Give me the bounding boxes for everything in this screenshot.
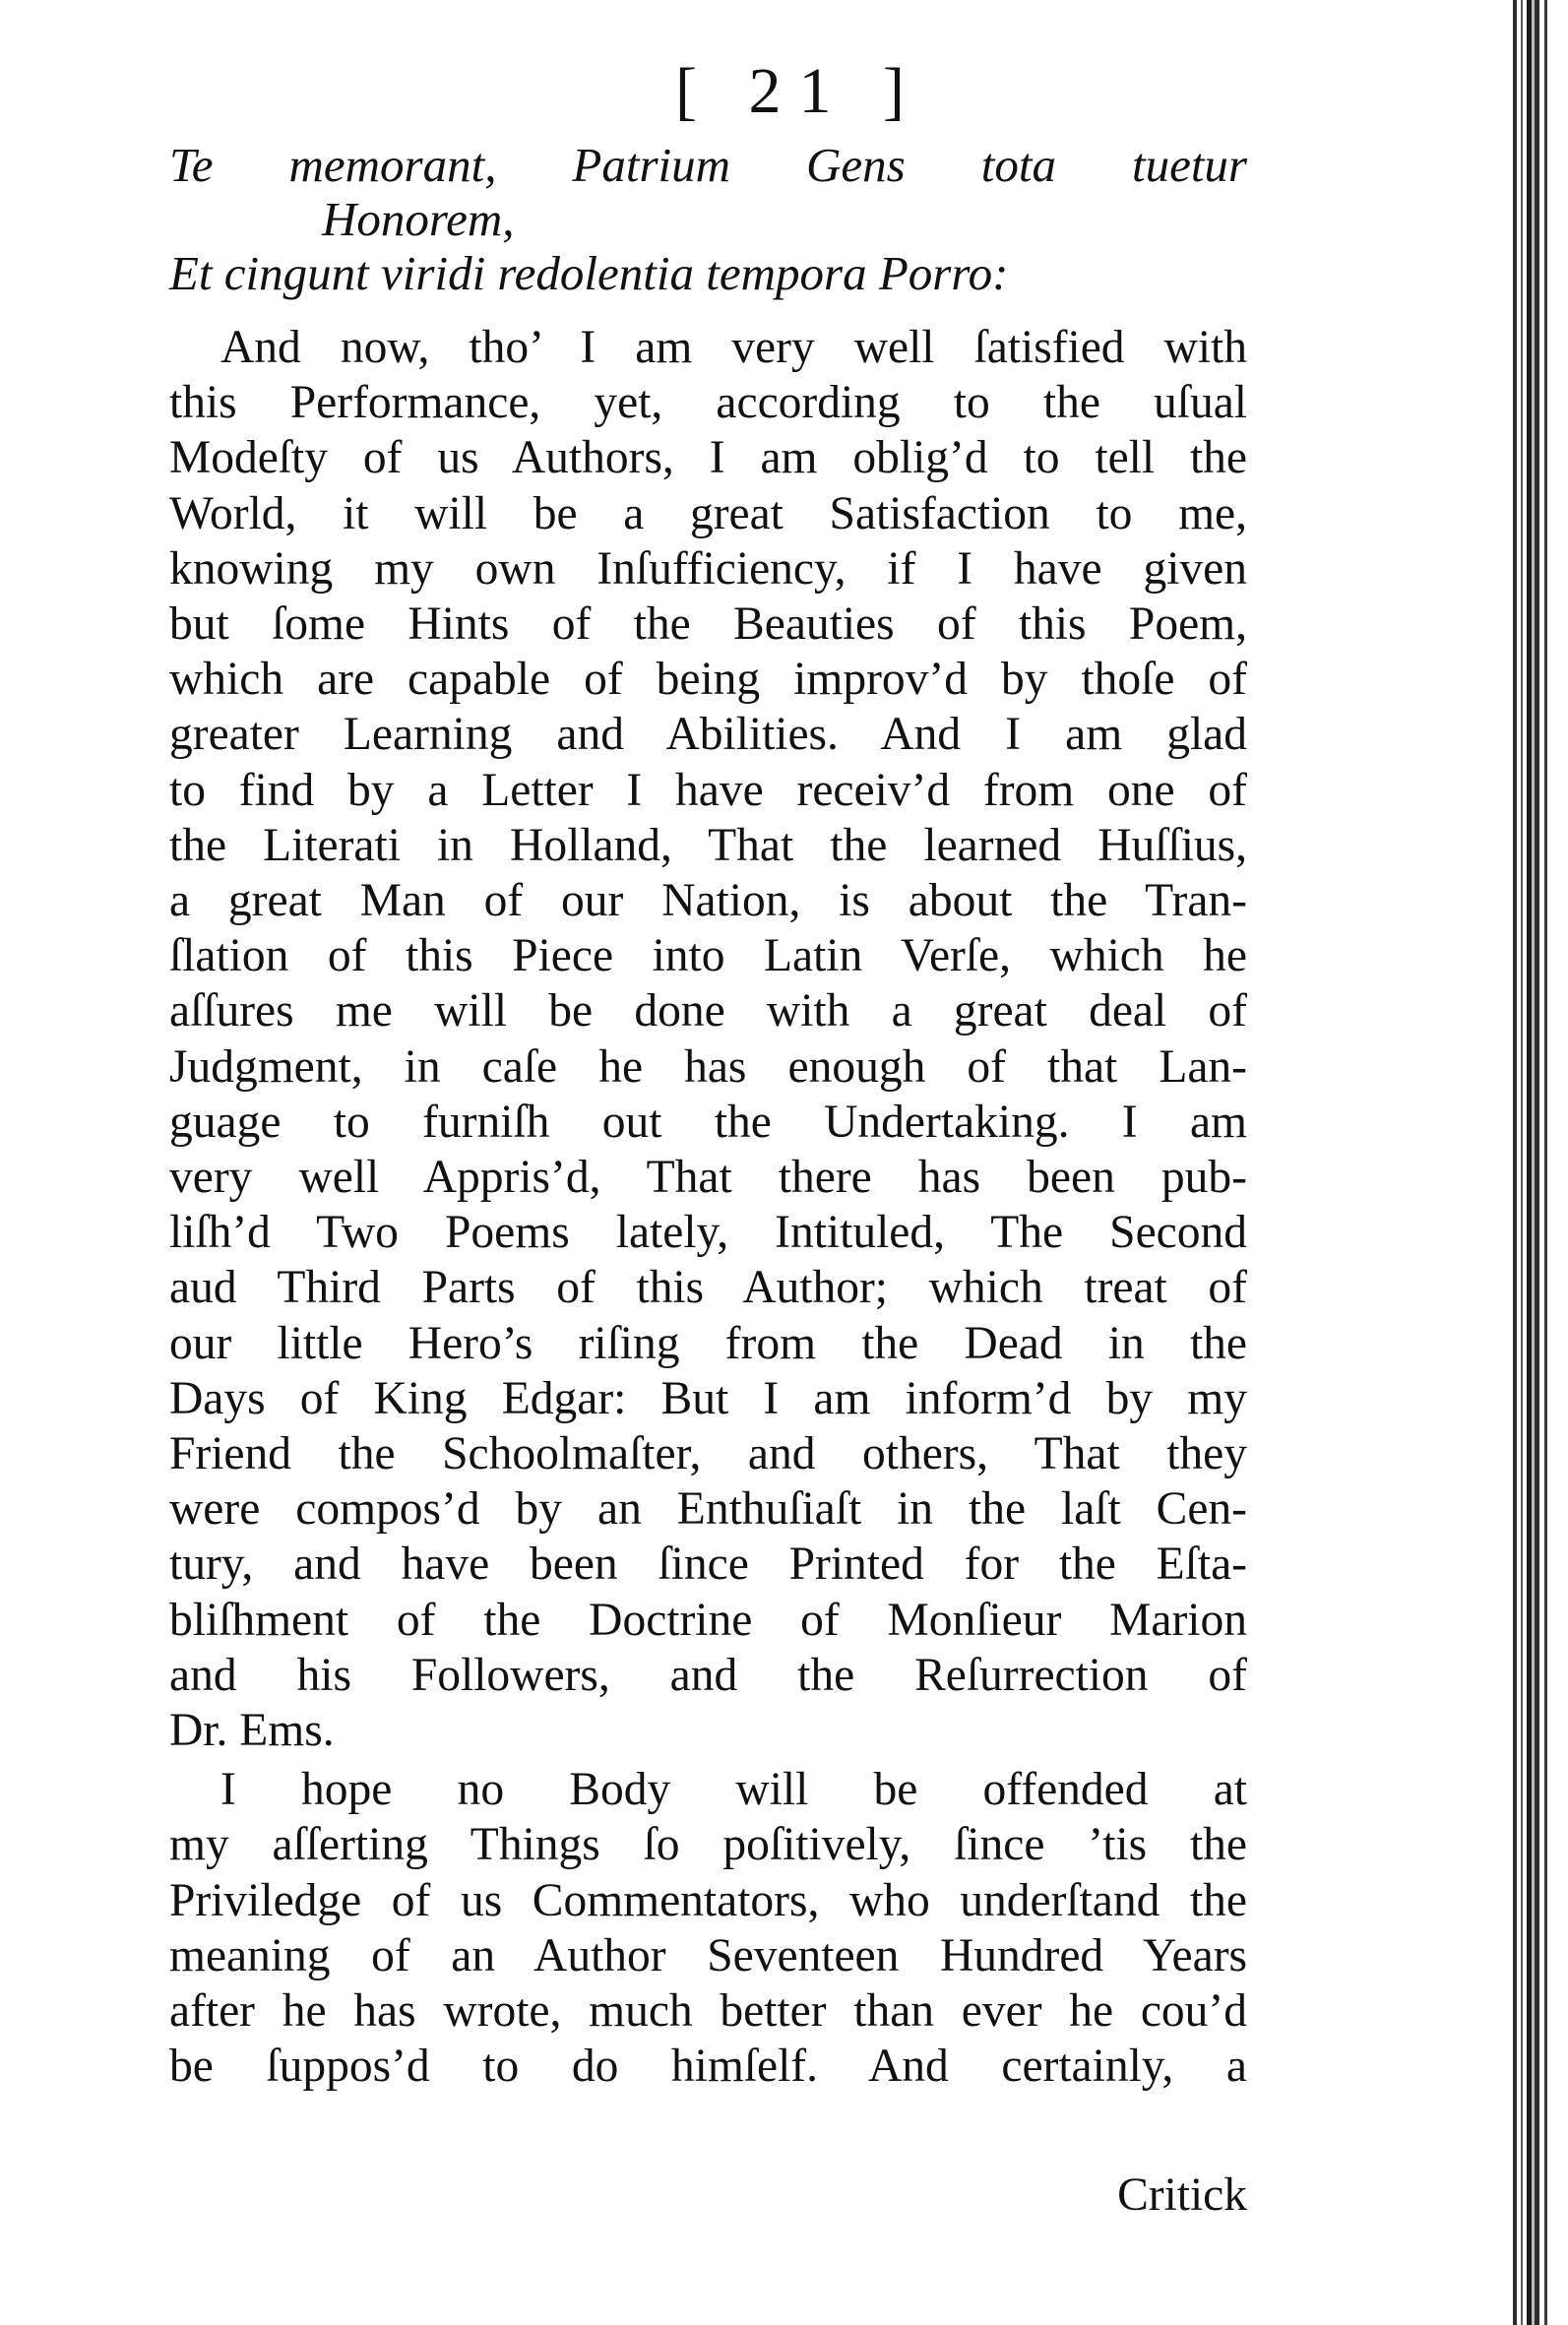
text-line: liſh’d Two Poems lately, Intituled, The Second xyxy=(169,1207,1247,1259)
text-line: but ſome Hints of the Beauties of this Poem, xyxy=(169,598,1247,651)
text-line: to find by a Letter I have receiv’d from one of xyxy=(169,764,1247,816)
verse-line: Te memorant, Patrium Gens tota tuetur xyxy=(169,138,1247,192)
verse-line: Et cingunt viridi redolentia tempora Porro: xyxy=(169,246,1009,300)
text-line: were compos’d by an Enthuſiaſt in the laſt Cen- xyxy=(169,1483,1247,1536)
text-line: the Literati in Holland, That the learned Huſſius, xyxy=(169,819,1247,871)
text-line: guage to furniſh out the Undertaking. I am xyxy=(169,1096,1247,1148)
text-line: meaning of an Author Seventeen Hundred Years xyxy=(169,1929,1247,1981)
text-line: Dr. Ems. xyxy=(169,1705,335,1757)
text-line: greater Learning and Abilities. And I am glad xyxy=(169,709,1247,761)
text-line: World, it will be a great Satisfaction to me, xyxy=(169,487,1247,539)
text-line: Judgment, in caſe he has enough of that Lan- xyxy=(169,1040,1247,1093)
paragraph-commentary xyxy=(169,1762,1247,2094)
text-line: very well Appris’d, That there has been pub- xyxy=(169,1152,1247,1204)
catchword: Critick xyxy=(1117,2169,1247,2221)
text-line: Days of King Edgar: But I am inform’d by my xyxy=(169,1372,1247,1424)
text-line: ſlation of this Piece into Latin Verſe, which he xyxy=(169,930,1247,982)
text-line: And now, tho’ I am very well ſatisfied with xyxy=(220,322,1247,373)
text-line: Priviledge of us Commentators, who underſtand the xyxy=(169,1874,1247,1926)
text-line: Friend the Schoolmaſter, and others, That they xyxy=(169,1428,1247,1480)
text-line: a great Man of our Nation, is about the Tran- xyxy=(169,875,1247,927)
text-line: our little Hero’s riſing from the Dead in the xyxy=(169,1317,1247,1369)
text-line: knowing my own Inſufficiency, if I have given xyxy=(169,542,1247,595)
text-line: and his Followers, and the Reſurrection of xyxy=(169,1649,1247,1701)
verse-line: Honorem, xyxy=(322,192,515,246)
text-line: my aſſerting Things ſo poſitively, ſince ’tis the xyxy=(169,1819,1247,1871)
text-line: Modeſty of us Authors, I am oblig’d to tell the xyxy=(169,432,1247,484)
text-line: aſſures me will be done with a great deal of xyxy=(169,985,1247,1037)
page-number: [ 21 ] xyxy=(675,55,922,127)
book-binding-edge xyxy=(1499,0,1568,2325)
text-line: this Performance, yet, according to the uſual xyxy=(169,377,1247,429)
text-block xyxy=(169,138,1247,2095)
text-line: I hope no Body will be offended at xyxy=(220,1764,1247,1816)
text-line: be ſuppos’d to do himſelf. And certainly, a xyxy=(169,2041,1247,2093)
text-line: aud Third Parts of this Author; which treat of xyxy=(169,1262,1247,1314)
text-line: after he has wrote, much better than ever he cou’d xyxy=(169,1985,1247,2038)
text-line: tury, and have been ſince Printed for the Eſta- xyxy=(169,1539,1247,1591)
text-line: bliſhment of the Doctrine of Monſieur Marion xyxy=(169,1594,1247,1646)
text-line: which are capable of being improv’d by thoſe of xyxy=(169,654,1247,706)
paragraph-commentary xyxy=(169,320,1247,1758)
latin-verse xyxy=(169,138,1247,300)
